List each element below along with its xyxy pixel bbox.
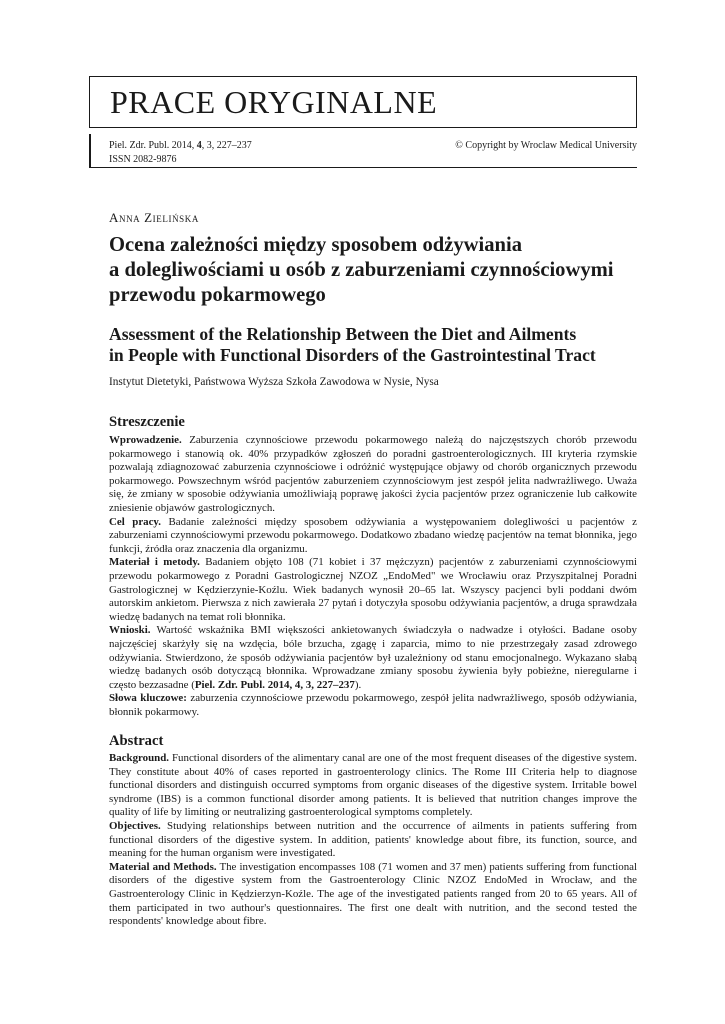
paragraph-text: Badaniem objęto 108 (71 kobiet i 37 mężczyzn) pacjentów z zaburzeniami czynnościowymi przewodu pokarmowego z Poradni Gastrologicznej NZOZ „EndoMed" we Wrocławiu oraz Przyszpitalnej Poradni Gastrologicznej w Kędzierzynie-Koźlu. Wiek badanych wynosił 20–65 lat. Wszyscy pacjenci byli poddani dwóm autorskim ankietom. Pierwsza z nich zawierała 27 pytań i dotyczyła sposobu odżywiania pacjentów, a druga sprawdzała wiedzę badanych na temat roli błonnika. — [109, 556, 637, 623]
meta-divider — [89, 134, 91, 168]
journal-issn: ISSN 2082-9876 — [109, 154, 177, 165]
title-en-line: Assessment of the Relationship Between the Diet and Ailments — [109, 324, 577, 344]
paragraph-text: Wartość wskaźnika BMI większości ankietowanych świadczyła o nadwadze i otyłości. Badane osoby najczęściej skarżyły się na wzdęcia, bóle brzucha, zgagę i zaparcia, mimo to nie przestrzegały zasad zdrowego odżywiania. Stwierdzono, że sposób odżywiania pacjentów był uzależniony od stanu emocjonalnego. Wykazano słabą wiedzę badanych osób dotyczącą błonnika. Wprowadzane zmiany sposobu żywienia były pobieżne, nieregularne i często bezzasadne ( — [109, 624, 637, 691]
citation-inline: Piel. Zdr. Publ. 2014, 4, 3, 227–237 — [194, 678, 355, 691]
section-header-box — [89, 76, 637, 128]
copyright-notice: © Copyright by Wroclaw Medical University — [455, 140, 637, 151]
citation-prefix: Piel. Zdr. Publ. 2014, — [109, 140, 197, 151]
paragraph-text: The investigation encompasses 108 (71 women and 37 men) patients suffering from functional disorders of the digestive system from the Gastroenterology Clinic NZOZ EndoMed in Wrocław, and the Gastroenterology Clinic in Kędzierzyn-Koźle. The age of the investigated patients ranged from 20 to 65 years. All of them participated in two authour's questionnaires. The first one dealt with nutrition, and the second tested the respondents' knowledge about fibre. — [109, 860, 637, 928]
streszczenie-heading: Streszczenie — [109, 414, 185, 430]
title-english — [109, 324, 637, 366]
paragraph-lead: Background. — [109, 752, 170, 764]
keywords — [109, 692, 637, 719]
streszczenie-paragraph — [109, 516, 637, 557]
keywords-paragraph — [109, 692, 637, 719]
abstract-paragraph — [109, 861, 637, 929]
paragraph-tail: ). — [354, 678, 362, 691]
citation-volume: 4 — [196, 140, 202, 151]
paragraph-lead: Materiał i metody. — [109, 556, 200, 569]
streszczenie-body — [109, 434, 637, 692]
journal-citation — [109, 140, 252, 151]
author-name: Anna Zielińska — [109, 210, 199, 225]
title-en-line: in People with Functional Disorders of the Gastrointestinal Tract — [109, 345, 596, 365]
title-pl-line: a dolegliwościami u osób z zaburzeniami czynnościowymi — [109, 259, 614, 281]
abstract-heading: Abstract — [109, 733, 164, 749]
affiliation: Instytut Dietetyki, Państwowa Wyższa Szkoła Zawodowa w Nysie, Nysa — [109, 376, 439, 388]
streszczenie-paragraph — [109, 624, 637, 692]
journal-meta — [89, 134, 637, 168]
section-title: PRACE ORYGINALNE — [110, 84, 438, 120]
paragraph-text: Functional disorders of the alimentary canal are one of the most frequent diseases of the digestive system. They constitute about 40% of cases reported in gastroenterology clinics. The Rome III Criteria help to diagnose functional disorders and distinguish occurred symptoms from organic diseases of the digestive system. Irritable bowel syndrome (IBS) is a common functional disorder among patients. It is believed that nutrition changes improve the quality of life by limiting or neutralizing gastroenterological symptoms completely. — [109, 752, 637, 819]
paragraph-text: Badanie zależności między sposobem odżywiania a występowaniem dolegliwości u pacjentów z zaburzeniami czynnościowymi przewodu pokarmowego. Dodatkowo zbadano wiedzę pacjentów na temat błonnika, jego funkcji, źródła oraz znaczenia dla organizmu. — [109, 515, 638, 555]
keywords-text: zaburzenia czynnościowe przewodu pokarmowego, zespół jelita nadwrażliwego, sposób odżywiania, błonnik pokarmowy. — [109, 692, 637, 718]
streszczenie-paragraph — [109, 434, 637, 516]
title-pl-line: Ocena zależności między sposobem odżywiania — [109, 234, 522, 256]
abstract-body — [109, 752, 637, 929]
paragraph-text: Zaburzenia czynnościowe przewodu pokarmowego należą do najczęstszych chorób przewodu pokarmowego i stanowią ok. 40% przypadków zgłoszeń do poradni gastroenterologicznych. III kryteria rzymskie pozwalają zdiagnozować zaburzenia czynnościowe i odróżnić występujące objawy od chorób organicznych przewodu pokarmowego. Powszechnym wśród pacjentów zaburzeniem czynnościowym jest zespół jelita nadwrażliwego. Uważa się, że zmiany w sposobie odżywiania umożliwiają poprawę jakości życia pacjentów przez ograniczenie lub całkowite zniesienie objawów gastrologicznych. — [109, 434, 637, 514]
paragraph-lead: Wnioski. — [109, 624, 151, 637]
title-polish — [109, 233, 637, 308]
paragraph-text: Studying relationships between nutrition and the occurrence of ailments in patients suffering from functional disorders of the digestive system. In addition, patients' knowledge about fibre, its function, source, and meaning for the human organism were investigated. — [109, 819, 637, 860]
citation-suffix: , 3, 227–237 — [201, 140, 252, 151]
paragraph-lead: Cel pracy. — [109, 515, 161, 528]
keywords-lead: Słowa kluczowe: — [109, 692, 187, 704]
streszczenie-paragraph — [109, 556, 637, 624]
abstract-paragraph — [109, 752, 637, 820]
paragraph-lead: Objectives. — [109, 819, 161, 832]
paragraph-lead: Material and Methods. — [109, 860, 217, 873]
title-pl-line: przewodu pokarmowego — [109, 284, 326, 306]
abstract-paragraph — [109, 820, 637, 861]
paragraph-lead: Wprowadzenie. — [109, 434, 182, 446]
